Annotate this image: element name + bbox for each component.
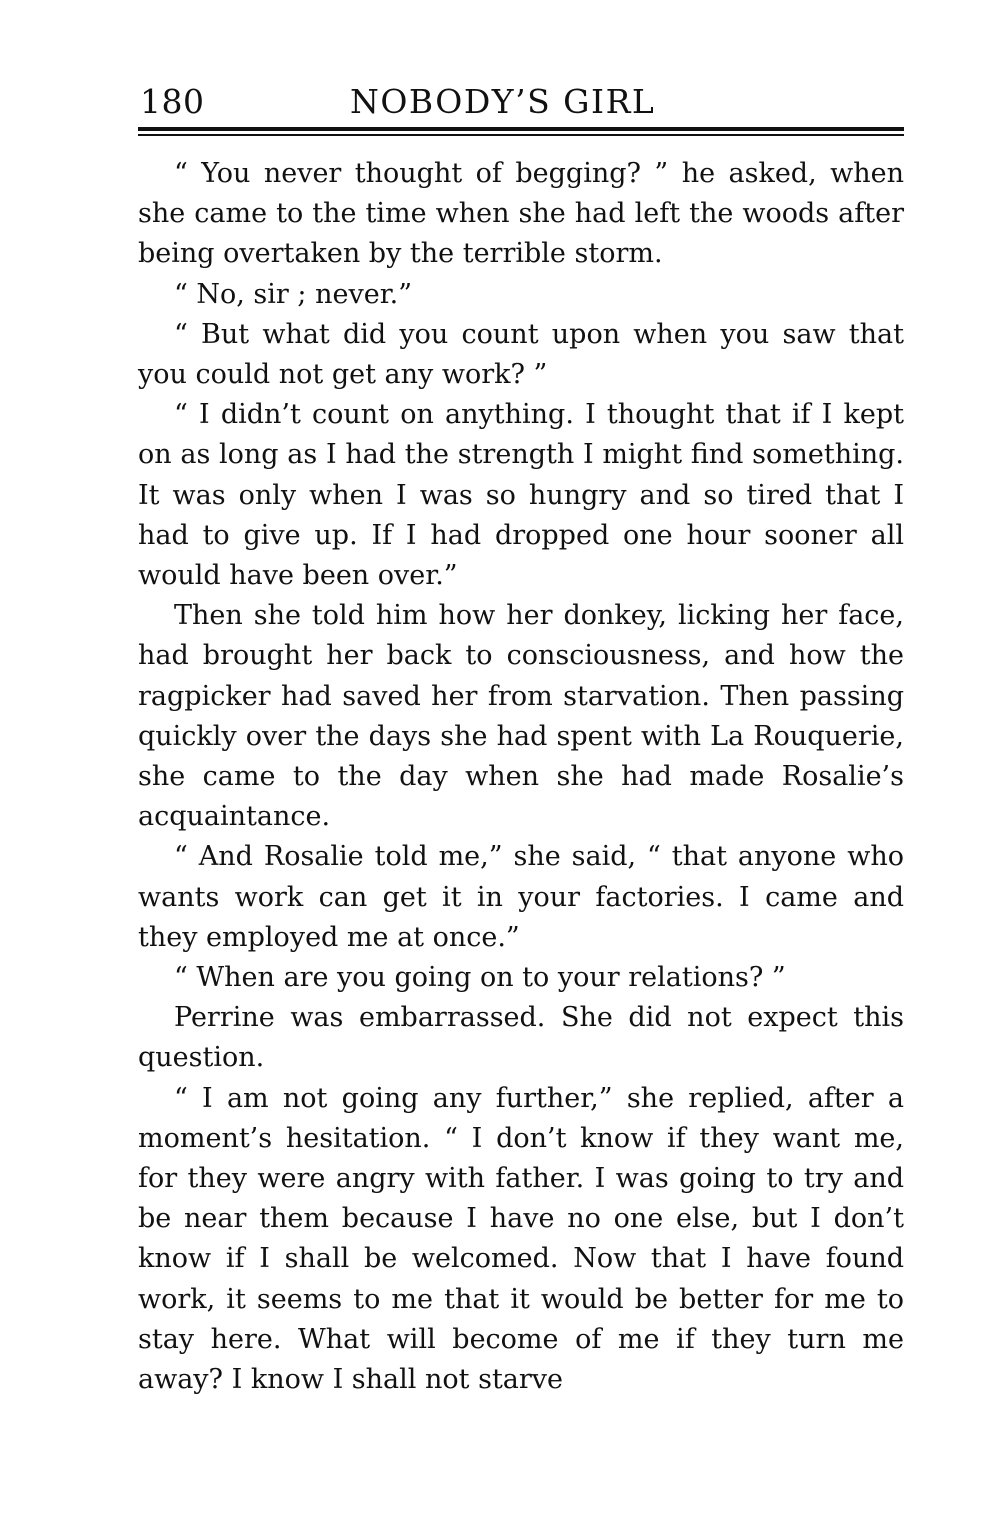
book-page [138,78,904,1396]
paragraph: “ You never thought of begging? ” he asked, when she came to the time when she had left the woods after being overtaken by the terrible storm. [138,158,904,270]
running-title: NOBODY’S GIRL [350,82,656,121]
paragraph: Then she told him how her donkey, licking her face, had brought her back to consciousness, and how the ragpicker had saved her from starvation. Then passing quickly over the days she had spent with La Rouquerie, she came to the day when she had made Rosalie’s acquaintance. [138,600,904,833]
header-rule-thick [138,127,904,131]
page-number: 180 [140,82,205,121]
paragraph: “ I didn’t count on anything. I thought that if I kept on as long as I had the strength I might find something. It was only when I was so hungry and so tired that I had to give up. If I had dropped one hour sooner all would have been over.” [138,399,904,592]
body-text [138,154,904,1400]
header-rule-thin [138,134,904,136]
paragraph: “ And Rosalie told me,” she said, “ that anyone who wants work can get it in your factories. I came and they employed me at once.” [138,841,904,953]
page-header [138,78,904,122]
paragraph: “ I am not going any further,” she replied, after a moment’s hesitation. “ I don’t know if they want me, for they were angry with father. I was going to try and be near them because I have no one else, but I don’t know if I shall be welcomed. Now that I have found work, it seems to me that it would be better for me to stay here. What will become of me if they turn me away? I know I shall not starve [138,1082,904,1396]
paragraph: Perrine was embarrassed. She did not expect this question. [138,1002,904,1074]
paragraph: “ When are you going on to your relations? ” [174,962,786,994]
paragraph: “ But what did you count upon when you saw that you could not get any work? ” [138,318,904,391]
paragraph: “ No, sir ; never.” [174,278,413,310]
